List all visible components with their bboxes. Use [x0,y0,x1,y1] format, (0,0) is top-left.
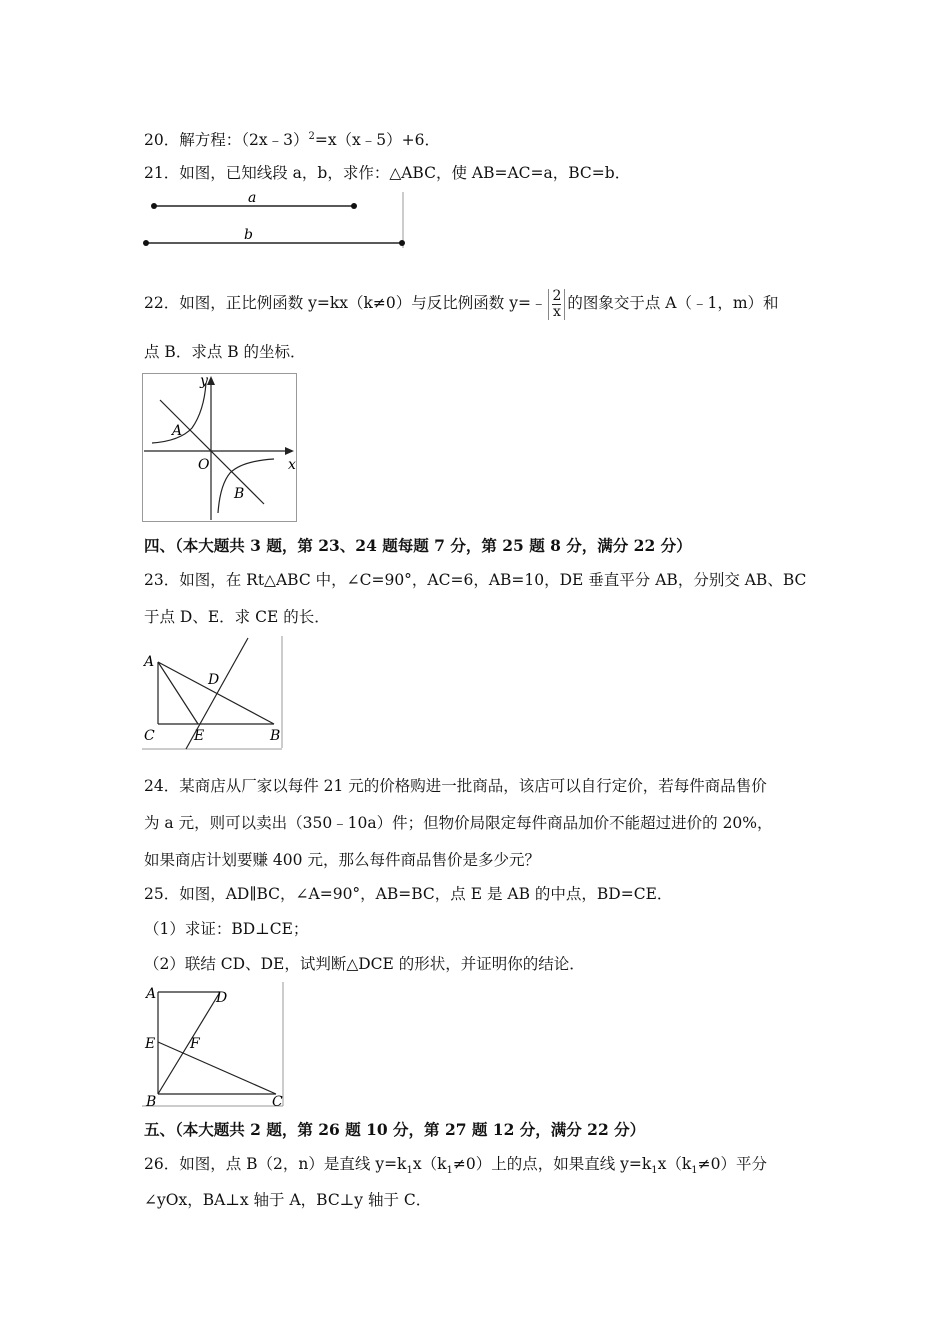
label-c: C [272,1094,283,1108]
label-x: x [288,457,296,473]
question-26-line2: ∠yOx，BA⊥x 轴于 A，BC⊥y 轴于 C． [144,1191,432,1209]
triangle-23-figure [142,636,286,750]
question-26-line1: 26．如图，点 B（2，n）是直线 $y=k_1x(k_1\ne 0)$上的点，如果直线 $y=k_1x(k_1\ne 0)$平分 [144,1155,768,1177]
label-d: D [208,672,220,688]
fraction: $\frac{2}{x}$ [548,289,565,320]
section-5-heading: 五、（本大题共 2 题，第 26 题 10 分，第 27 题 12 分，满分 22 分） [144,1120,646,1139]
question-25-line2: （1）求证：BD⊥CE； [144,920,309,938]
label-y: y [200,373,208,389]
question-25-line3: （2）联结 CD、DE，试判断△DCE 的形状，并证明你的结论． [144,955,585,973]
label-a: a [248,192,257,206]
question-20: 20．解方程：（2x﹣3）$^2$=x（x﹣5）+6． [144,131,441,150]
question-24-line3: 如果商店计划要赚 400 元，那么每件商品售价是多少元？ [144,851,540,869]
section-4-heading: 四、（本大题共 3 题，第 23、24 题每题 7 分，第 25 题 8 分，满分 22 分） [144,536,692,555]
label-f: F [190,1036,200,1052]
label-d: D [216,990,228,1006]
label-b: B [270,728,281,744]
label-b: b [244,227,253,243]
label-c: C [144,728,155,744]
label-e: E [194,728,205,744]
label-a: A [144,654,155,670]
question-23-line1: 23．如图，在 Rt△ABC 中，∠C=90°，AC=6，AB=10，DE 垂直平分 AB，分别交 AB、BC [144,571,807,589]
function-graph-figure [142,373,298,523]
question-21: 21．如图，已知线段 a，b，求作：△ABC，使 AB=AC=a，BC=b． [144,164,631,182]
label-a: A [146,986,157,1002]
question-24-line1: 24．某商店从厂家以每件 21 元的价格购进一批商品，该店可以自行定价，若每件商品售价 [144,777,767,795]
question-25-line1: 25．如图，AD∥BC，∠A=90°，AB=BC，点 E 是 AB 的中点，BD=CE． [144,885,673,903]
question-23-line2: 于点 D、E．求 CE 的长． [144,608,330,626]
question-24-line2: 为 a 元，则可以卖出（350﹣10a）件；但物价局限定每件商品加价不能超过进价的 20%， [144,814,773,832]
label-point-a: A [172,423,183,439]
label-origin: O [198,457,210,473]
question-22: 22．如图，正比例函数 y=kx（k≠0）与反比例函数 y=﹣ $\frac{2}{x}$ 的图象交于点 A（﹣1，m）和 [144,287,779,320]
label-e: E [145,1036,156,1052]
label-point-b: B [234,486,245,502]
label-b: B [146,1094,157,1108]
trapezoid-25-figure [142,982,286,1108]
question-22-line2: 点 B．求点 B 的坐标． [144,343,306,361]
segments-figure [140,192,410,250]
